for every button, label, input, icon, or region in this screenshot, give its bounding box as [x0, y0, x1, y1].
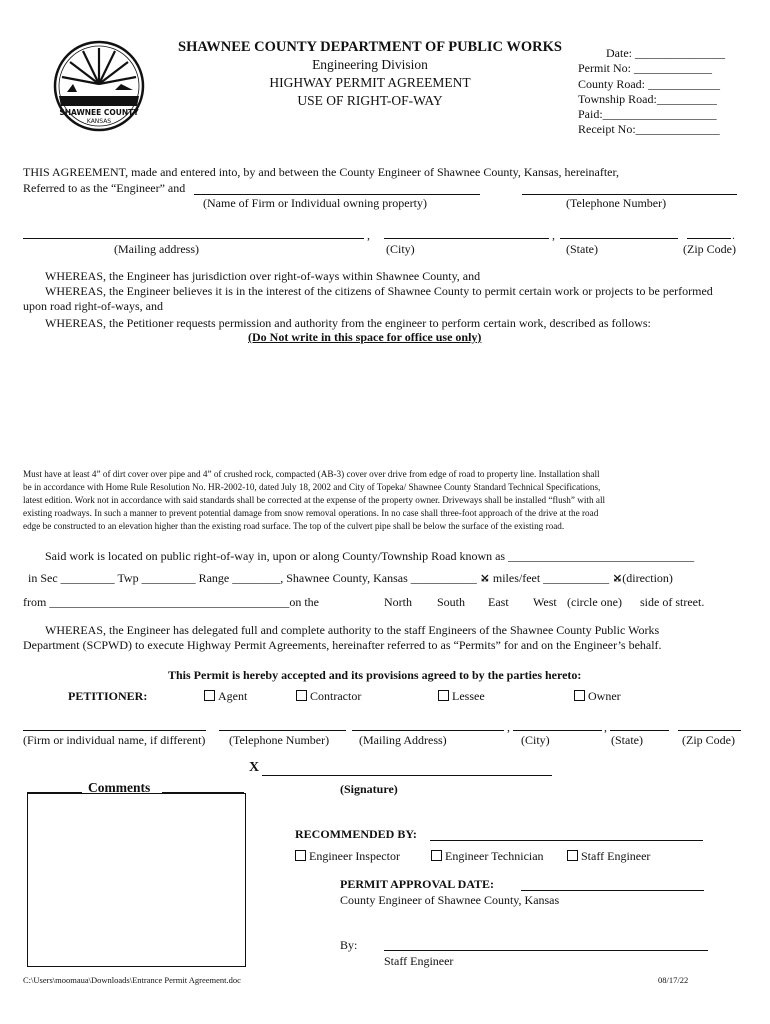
petitioner-mailing-caption: (Mailing Address)	[359, 733, 447, 747]
state-caption: (State)	[566, 242, 598, 256]
whereas-interest-cont: upon road right-of-ways, and	[23, 299, 163, 313]
petitioner-name-line[interactable]	[23, 730, 206, 731]
petitioner-name-caption: (Firm or individual name, if different)	[23, 733, 206, 747]
side-of-street: side of street.	[640, 595, 705, 609]
by-label: By:	[340, 938, 358, 952]
checkbox-owner[interactable]	[574, 689, 621, 704]
arrow-icon: ⤩	[479, 571, 490, 585]
logo-text-state: KANSAS	[86, 118, 112, 125]
staff-engineer-signature-line[interactable]	[384, 950, 708, 951]
staff-engineer-option-label: Staff Engineer	[581, 849, 651, 863]
zip-caption: (Zip Code)	[683, 242, 736, 256]
owner-phone-caption: (Telephone Number)	[566, 196, 667, 210]
arrow-icon: ⤩	[612, 571, 623, 585]
document-header	[150, 38, 590, 110]
petitioner-phone-caption: (Telephone Number)	[229, 733, 330, 747]
owner-name-line[interactable]	[194, 194, 480, 195]
checkbox-icon	[431, 850, 442, 861]
comments-label: Comments	[88, 780, 151, 795]
footer-date: 08/17/22	[658, 975, 689, 985]
petitioner-city-line[interactable]	[513, 730, 602, 731]
delegation-line-2: Department (SCPWD) to execute Highway Permit Agreements, hereinafter referred to as “Permits” for and on the Engineer’s behalf.	[23, 638, 662, 652]
engineer-inspector-label: Engineer Inspector	[309, 849, 400, 863]
checkbox-icon	[295, 850, 306, 861]
direction-north[interactable]: North	[384, 595, 412, 609]
division-name: Engineering Division	[312, 57, 428, 72]
checkbox-engineer-technician[interactable]	[431, 849, 544, 864]
approval-date-line[interactable]	[521, 890, 704, 891]
recommended-label: RECOMMENDED BY:	[295, 827, 417, 841]
signature-line[interactable]	[262, 775, 552, 776]
checkbox-contractor[interactable]	[296, 689, 361, 704]
location-miles: miles/feet ___________	[492, 571, 610, 585]
petitioner-zip-caption: (Zip Code)	[682, 733, 735, 747]
petitioner-label: PETITIONER:	[68, 689, 148, 703]
location-road: Said work is located on public right-of-way in, upon or along County/Township Road known as _______________________________	[45, 549, 695, 563]
location-sec-twp-range: in Sec _________ Twp _________ Range ________, Shawnee County, Kansas ___________	[28, 571, 477, 585]
mailing-caption: (Mailing address)	[114, 242, 199, 256]
document-title: HIGHWAY PERMIT AGREEMENT	[269, 75, 471, 90]
petitioner-mailing-line[interactable]	[352, 730, 504, 731]
township-road-field[interactable]: Township Road:__________	[578, 91, 717, 106]
direction-east[interactable]: East	[488, 595, 509, 609]
agreement-intro: THIS AGREEMENT, made and entered into, by and between the County Engineer of Shawnee County, Kansas, hereinafter,	[23, 165, 620, 179]
location-direction: (direction)	[622, 571, 673, 585]
org-name: SHAWNEE COUNTY DEPARTMENT OF PUBLIC WORKS	[178, 39, 562, 55]
direction-south[interactable]: South	[437, 595, 466, 609]
signature-caption: (Signature)	[340, 782, 398, 796]
checkbox-icon	[204, 690, 215, 701]
state-line[interactable]	[560, 238, 678, 239]
footer-file-path: C:\Users\moomaua\Downloads\Entrance Permit Agreement.doc	[23, 975, 241, 985]
comments-box[interactable]	[27, 793, 246, 967]
location-section-line	[28, 571, 673, 586]
petitioner-city-caption: (City)	[521, 733, 550, 747]
requirements-paragraph	[23, 468, 605, 533]
mailing-address-line[interactable]	[23, 238, 364, 239]
requirement-line: latest edition. Work not in accordance with said standards shall be corrected at the expense of the property owner. Driveways shall be installed “flush” with all	[23, 495, 606, 506]
owner-phone-line[interactable]	[522, 194, 737, 195]
county-road-field[interactable]: County Road: ____________	[578, 76, 721, 91]
signature-x: X	[249, 760, 260, 775]
zip-line[interactable]	[687, 238, 731, 239]
engineer-technician-label: Engineer Technician	[445, 849, 544, 863]
receipt-no-field[interactable]: Receipt No:______________	[578, 122, 720, 137]
owner-name-caption: (Name of Firm or Individual owning property)	[203, 196, 427, 210]
petitioner-state-caption: (State)	[611, 733, 643, 747]
checkbox-engineer-inspector[interactable]	[295, 849, 400, 864]
checkbox-staff-engineer[interactable]	[567, 849, 650, 864]
logo-text-county: SHAWNEE COUNTY	[59, 108, 139, 117]
office-use-notice: (Do Not write in this space for office use only)	[248, 330, 482, 344]
paid-field[interactable]: Paid:___________________	[578, 107, 717, 122]
document-subtitle: USE OF RIGHT-OF-WAY	[297, 93, 443, 108]
agreement-engineer: Referred to as the “Engineer” and	[23, 181, 186, 195]
requirement-line: existing roadways. In such a manner to prevent potential damage from snow removal operations. In no case shall three-foot approach of the drive at the road	[23, 508, 599, 519]
requirement-line: edge be constructed to an elevation higher than the existing road surface. The top of the culvert pipe shall be below the surface of the existing road.	[23, 521, 565, 532]
requirement-line: be in accordance with Home Rule Resolution No. HR-2002-10, dated July 18, 2002 and City of Topeka/ Shawnee County Standard Technical Specifications,	[23, 482, 601, 493]
county-engineer-text: County Engineer of Shawnee County, Kansas	[340, 893, 560, 907]
location-from: from ________________________________________on the	[23, 595, 319, 609]
staff-engineer-caption: Staff Engineer	[384, 954, 454, 968]
work-description-area[interactable]	[23, 346, 743, 464]
requirement-line: Must have at least 4” of dirt cover over pipe and 4” of crushed rock, compacted (AB-3) cover over drive from edge of road to property line. Installation shall	[23, 469, 600, 479]
city-line[interactable]	[384, 238, 549, 239]
checkbox-owner-label: Owner	[588, 689, 621, 703]
direction-west[interactable]: West	[533, 595, 557, 609]
checkbox-agent[interactable]	[204, 689, 247, 704]
checkbox-icon	[296, 690, 307, 701]
checkbox-lessee-label: Lessee	[452, 689, 485, 703]
city-caption: (City)	[386, 242, 415, 256]
delegation-line-1: WHEREAS, the Engineer has delegated full and complete authority to the staff Engineers of the Shawnee County Public Works	[45, 623, 660, 637]
office-fields	[578, 46, 725, 138]
checkbox-icon	[567, 850, 578, 861]
whereas-interest: WHEREAS, the Engineer believes it is in the interest of the citizens of Shawnee County to permit certain work or projects to be performed	[45, 284, 713, 298]
checkbox-contractor-label: Contractor	[310, 689, 362, 703]
recommended-line[interactable]	[430, 840, 703, 841]
checkbox-icon	[438, 690, 449, 701]
checkbox-agent-label: Agent	[218, 689, 248, 703]
petitioner-phone-line[interactable]	[219, 730, 346, 731]
checkbox-icon	[574, 690, 585, 701]
circle-one-note: (circle one)	[567, 595, 622, 609]
acceptance-statement: This Permit is hereby accepted and its provisions agreed to by the parties hereto:	[168, 668, 582, 682]
permit-no-field[interactable]: Permit No: _____________	[578, 61, 712, 76]
whereas-jurisdiction: WHEREAS, the Engineer has jurisdiction over right-of-ways within Shawnee County, and	[45, 269, 481, 283]
petitioner-state-line[interactable]	[610, 730, 669, 731]
petitioner-zip-line[interactable]	[678, 730, 741, 731]
date-field[interactable]: Date: _______________	[606, 46, 725, 60]
permit-approval-label: PERMIT APPROVAL DATE:	[340, 877, 495, 891]
whereas-petitioner: WHEREAS, the Petitioner requests permission and authority from the engineer to perform certain work, described as follows:	[45, 316, 651, 330]
checkbox-lessee[interactable]	[438, 689, 485, 704]
